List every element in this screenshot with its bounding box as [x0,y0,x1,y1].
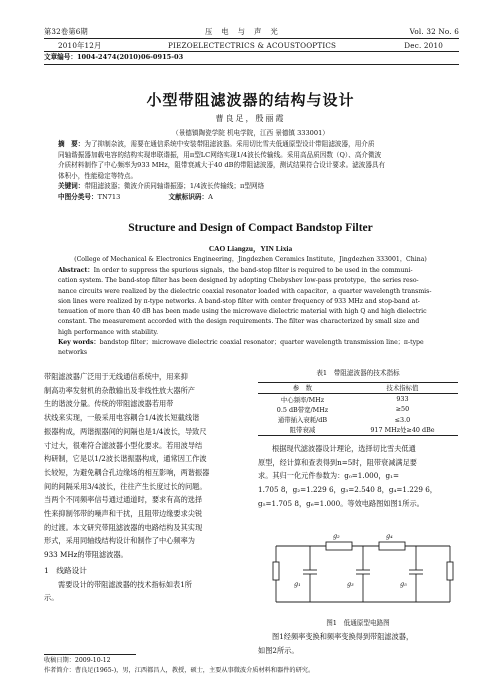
journal-name-cn: 压 电 与 声 光 [205,27,279,36]
paper-title-cn: 小型带阻滤波器的结构与设计 [146,91,355,109]
abstract-en-line: constant. The measurement accorded with the design requirements. The filter was characterized by small size and [58,318,420,326]
figure-1-caption: 图1 低通原型电路图 [326,619,390,627]
body-line: 示。 [44,593,59,603]
table-cell: 917 MHz处≥40 dBe [347,425,458,436]
body-line: 1.705 8，g₂=1.229 6，g₃=2.540 8，g₄=1.229 6， [258,485,438,495]
body-right-column [258,442,458,511]
abstract-cn-line: 体积小，性能稳定等特点。 [58,171,138,180]
body-line: 长较短，为避免耦合孔边缘场的相互影响，两谐振器 [44,467,210,477]
abstract-en-line: sion lines were realized by π-type networks. A band-stop filter with center frequency of 933 MHz and stop-band at- [58,297,420,305]
authors-cn: 曹良足，殷丽霞 [215,114,286,123]
keywords-en-label: Key words： [58,339,100,347]
load-resistor [447,562,453,580]
inductor-g4 [379,542,405,550]
affiliation-en: (College of Mechanical & Electronics Engineering，Jingdezhen Ceramics Institute，Jingdezhen 333001，China) [74,256,427,263]
label-g1: g₁ [294,580,301,588]
table-row [258,414,458,424]
abstract-cn-label: 摘 要： [58,140,85,148]
table-cell: 0.5 dB带宽/MHz [276,405,329,414]
label-g5: g₅ [400,580,407,588]
body-line: 间的间隔采用3/4波长，往往产生长度过长的问题。 [44,481,207,491]
footnotes [44,656,464,677]
body-line: 求。其归一化元件参数为：g₀=1.000，g₁= [258,471,400,481]
spec-table [258,382,458,436]
table-header-row [258,382,458,393]
doc-code-label: 文献标识码： [168,192,209,201]
body-line: g₅=1.705 8，g₆=1.000。等效电路图如图1所示。 [258,498,424,508]
body-line: 原型，经计算和查表得到n=5时，阻带衰减满足要 [258,457,417,467]
abstract-cn [58,139,448,203]
body-line: 寸过大，很难符合滤波器小型化要求。若用波导结 [44,440,203,450]
body-line: 的过渡。本文研究带阻滤波器的电路结构及其实现 [44,522,203,532]
label-g4: g₄ [386,532,393,540]
body-line: 形式，采用同轴线结构设计和制作了中心频率为 [44,536,195,546]
body-line: 振器构成，两谐振器间的间隔也是1/4波长，导致尺 [44,426,207,436]
paper-title-en: Structure and Design of Compact Bandstop Filter [128,222,373,234]
table-cell: 通带插入衰耗/dB [277,416,328,425]
abstract-cn-line [58,139,448,150]
footnote-rule [44,654,136,655]
body-right-after-figure [258,630,458,657]
body-left-column [44,370,244,605]
abstract-en-line [58,266,450,276]
affiliation-cn: （景德镇陶瓷学院 机电学院，江西 景德镇 333001） [172,129,329,137]
body-line: 构研制，它是以1/2波长谐振器构成，通常因工作波 [44,454,207,464]
inductor-g2 [326,542,352,550]
body-line: 制高功率发射机的杂散输出及非线性放大器所产 [44,385,195,395]
figure-1-circuit [268,524,458,616]
issue-date: 2010年12月 [58,41,102,50]
volume-label: 第32卷第6期 [44,27,88,36]
table-header-cell: 参 数 [258,382,347,393]
abstract-en-line: high performance with stability. [58,328,159,336]
section-heading: 1 线路设计 [44,565,87,575]
abstract-en-label: Abstract： [58,267,94,274]
label-g3: g₃ [347,580,354,588]
keywords-en-line: networks [58,349,88,357]
received-date: 收稿日期：2009-10-12 [44,657,111,664]
body-line: 状线来实现，一般采用电容耦合1/4波长短截线谐 [44,413,200,423]
authors-en: CAO Liangzu，YIN Lixia [208,244,293,253]
source-resistor [273,562,279,580]
table-header-cell: 技术指标值 [347,382,458,393]
abstract-en-line: tenuation of more than 40 dB has been made using the microwave dielectric material with high Q and high dielectric [58,308,427,316]
body-line: 933 MHz的带阻滤波器。 [44,550,128,560]
table-cell: 中心频率/MHz [280,395,325,404]
keywords-cn-label: 关键词： [58,182,85,191]
table-cell: ≥50 [395,405,410,414]
table-cell: 933 [396,395,409,404]
classification-line [58,192,448,203]
body-line: 图1经频率变换和频率变换得到带阻滤波器， [272,632,414,641]
doc-code-value: A [208,192,213,201]
keywords-en [58,338,450,348]
table-1 [258,368,458,436]
author-bio: 作者简介：曹良足(1965-)，男，江西都昌人，教授，硕士，主要从事微波介质材料和器件的研究。 [44,667,315,675]
clc-value: TN713 [97,192,121,201]
keywords-cn [58,181,448,192]
abstract-cn-line: 同轴谐振器加载电容的结构实现串联谐振，用π型LC网络实现1/4波长传输线。采用高品质因数（Q）、高介微波 [58,150,382,159]
abstract-en-text: In order to suppress the spurious signals，the band-stop filter is required to be used in the communi- [93,267,413,274]
keywords-en-text: bandstop filter；microwave dielectric coaxial resonator；quarter wavelength transmission line；π-type [99,339,424,347]
issue-date-en: Dec. 2010 [404,41,443,50]
volume-label-en: Vol. 32 No. 6 [409,27,459,36]
clc-label: 中图分类号： [58,192,98,201]
body-line: 根据现代滤波器设计理论，选择切比雪夫低通 [272,444,416,453]
header-rule-3 [44,64,459,65]
table-cell: ≤3.0 [394,415,411,424]
keywords-cn-text: 带阻滤波器；微波介质同轴谐振器；1/4波长传输线；π型网络 [84,182,265,191]
table-row [258,425,458,436]
journal-name-en: PIEZOELECTECTRICS & ACOUSTOOPTICS [168,41,337,50]
table-caption: 表1 带阻滤波器的技术指标 [316,369,400,377]
article-number: 文章编号：1004-2474(2010)06-0915-03 [44,53,184,61]
table-row [258,393,458,404]
abstract-cn-line: 介质材料制作了中心频率为933 MHz，阻带衰减大于40 dB的带阻滤波器，测试结果符合设计要求。滤波器具有 [58,161,386,170]
abstract-en-line: cation system. The band-stop filter has been designed by adopting Chebyshev low-pass prototype，the series reso- [58,277,419,285]
abstract-en [58,266,450,359]
header-rule [44,38,459,39]
table-cell: 阻带衰减 [258,425,347,436]
table-row [258,404,458,414]
abstract-en-line: nance circuits were realized by the dielectric coaxial resonator loaded with capacitor，a quarter wavelength transmis- [58,287,432,295]
body-line: 生的谐波分量。传统的带阻滤波器若用带 [44,399,174,409]
body-line: 性来抑制邻带的噪声和干扰，且阻带边缘要求尖锐 [44,509,203,519]
label-g2: g₂ [333,532,340,540]
body-line: 当两个不同频率信号通过通道时，要求有高的选择 [44,495,203,505]
abstract-cn-text: 为了抑制杂波，需要在通信系统中安装带阻滤波器。采用切比雪夫低通原型设计带阻滤波器，用介质 [84,140,375,148]
body-line: 需要设计的带阻滤波器的技术指标如表1所 [58,579,192,589]
body-line: 如图2所示。 [258,645,299,655]
body-line: 带阻滤波器广泛用于无线通信系统中，用来抑 [44,372,188,381]
